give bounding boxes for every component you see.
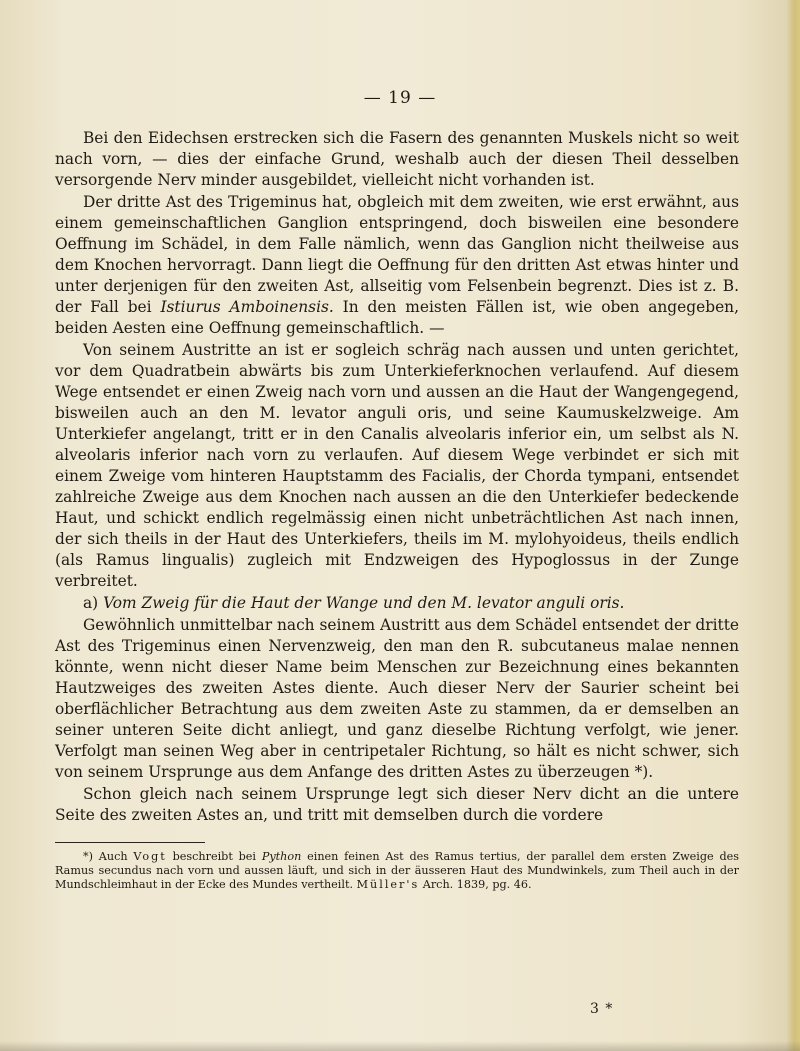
paragraph-2-part-2: In den meisten Fällen ist, wie oben angegeben, beiden Aesten eine Oeffnung gemeinschaftlich. — [55,298,739,337]
paragraph-5: Gewöhnlich unmittelbar nach seinem Austritt aus dem Schädel entsendet der dritte Ast des Trigeminus einen Nervenzweig, den man den R. subcutaneus malae nennen könnte, wenn nicht dieser Name beim Menschen zur Bezeichnung eines bekannten Hautzweiges des zweiten Astes diente. Auch dieser Nerv der Saurier scheint bei oberflächlicher Betrachtung aus dem zweiten Aste zu stammen, da er demselben an seiner unteren Seite dicht anliegt, und ganz dieselbe Richtung verfolgt, wie jener. Verfolgt man seinen Weg aber in centripetaler Richtung, so hält es nicht schwer, sich von seinem Ursprunge aus dem Anfange des dritten Astes zu überzeugen *). [55,616,739,781]
footnote-reference: Arch. 1839, pg. 46. [422,878,532,891]
section-label: a) [83,594,99,612]
paragraph-1: Bei den Eidechsen erstrecken sich die Fasern des genannten Muskels nicht so weit nach vorn, — dies der einfache Grund, weshalb auch der diesen Theil desselben versorgende Nerv minder ausgebildet, vielleicht nicht vorhanden ist. [55,129,739,189]
footnote-text-1: Auch [98,850,128,863]
paragraph-2 [55,192,739,339]
footnote-source: Müller's [356,878,420,891]
page-number-header: — 19 — [363,88,437,108]
paragraph-2-part-1: Der dritte Ast des Trigeminus hat, obgleich mit dem zweiten, wie erst erwähnt, aus einem gemeinschaftlichen Ganglion entspringend, doch bisweilen eine besondere Oeffnung im Schädel, in dem Falle nämlich, wenn das Ganglion nicht theilweise aus dem Knochen hervorragt. Dann liegt die Oeffnung für den dritten Ast etwas hinter und unter derjenigen für den zweiten Ast, allseitig vom Felsenbein begrenzt. Dies ist z. B. der Fall bei [55,193,739,316]
paragraph-6: Schon gleich nach seinem Ursprunge legt sich dieser Nerv dicht an die untere Seite des zweiten Astes an, und tritt mit demselben durch die vordere [55,785,739,824]
footnote [55,850,739,892]
footnote-author: Vogt [133,850,167,863]
section-heading [55,593,739,614]
page-edge-shadow [786,0,800,1051]
species-name: Istiurus Amboinensis. [160,298,334,316]
footnote-rule [55,842,205,843]
page-bottom-shadow [0,1041,800,1051]
signature-mark: 3 * [590,1001,614,1017]
footnote-genus: Python [261,850,302,863]
section-title: Vom Zweig für die Haut der Wange und den M. levator anguli oris. [103,594,625,612]
body-text [55,128,739,892]
footnote-marker: *) [83,850,93,863]
footnote-text-2: beschreibt bei [172,850,256,863]
paragraph-3: Von seinem Austritte an ist er sogleich schräg nach aussen und unten gerichtet, vor dem Quadratbein abwärts bis zum Unterkieferknochen verlaufend. Auf diesem Wege entsendet er einen Zweig nach vorn und aussen an die Haut der Wangengegend, bisweilen auch an den M. levator anguli oris, und seine Kaumuskelzweige. Am Unterkiefer angelangt, tritt er in den Canalis alveolaris inferior ein, um selbst als N. alveolaris inferior nach vorn zu verlaufen. Auf diesem Wege verbindet er sich mit einem Zweige vom hinteren Hauptstamm des Facialis, der Chorda tympani, entsendet zahlreiche Zweige aus dem Knochen nach aussen an die den Unterkiefer bedeckende Haut, und schickt endlich regelmässig einen nicht unbeträchtlichen Ast nach innen, der sich theils in der Haut des Unterkiefers, theils im M. mylohyoideus, theils endlich (als Ramus lingualis) zugleich mit Endzweigen des Hypoglossus in der Zunge verbreitet. [55,341,739,590]
footnote-text-3: einen feinen Ast des Ramus tertius, der parallel dem ersten Zweige des Ramus secundus nach vorn und aussen läuft, und sich in der äusseren Haut des Mundwinkels, zum Theil auch in der Mundschleimhaut in der Ecke des Mundes vertheilt. [55,850,739,891]
